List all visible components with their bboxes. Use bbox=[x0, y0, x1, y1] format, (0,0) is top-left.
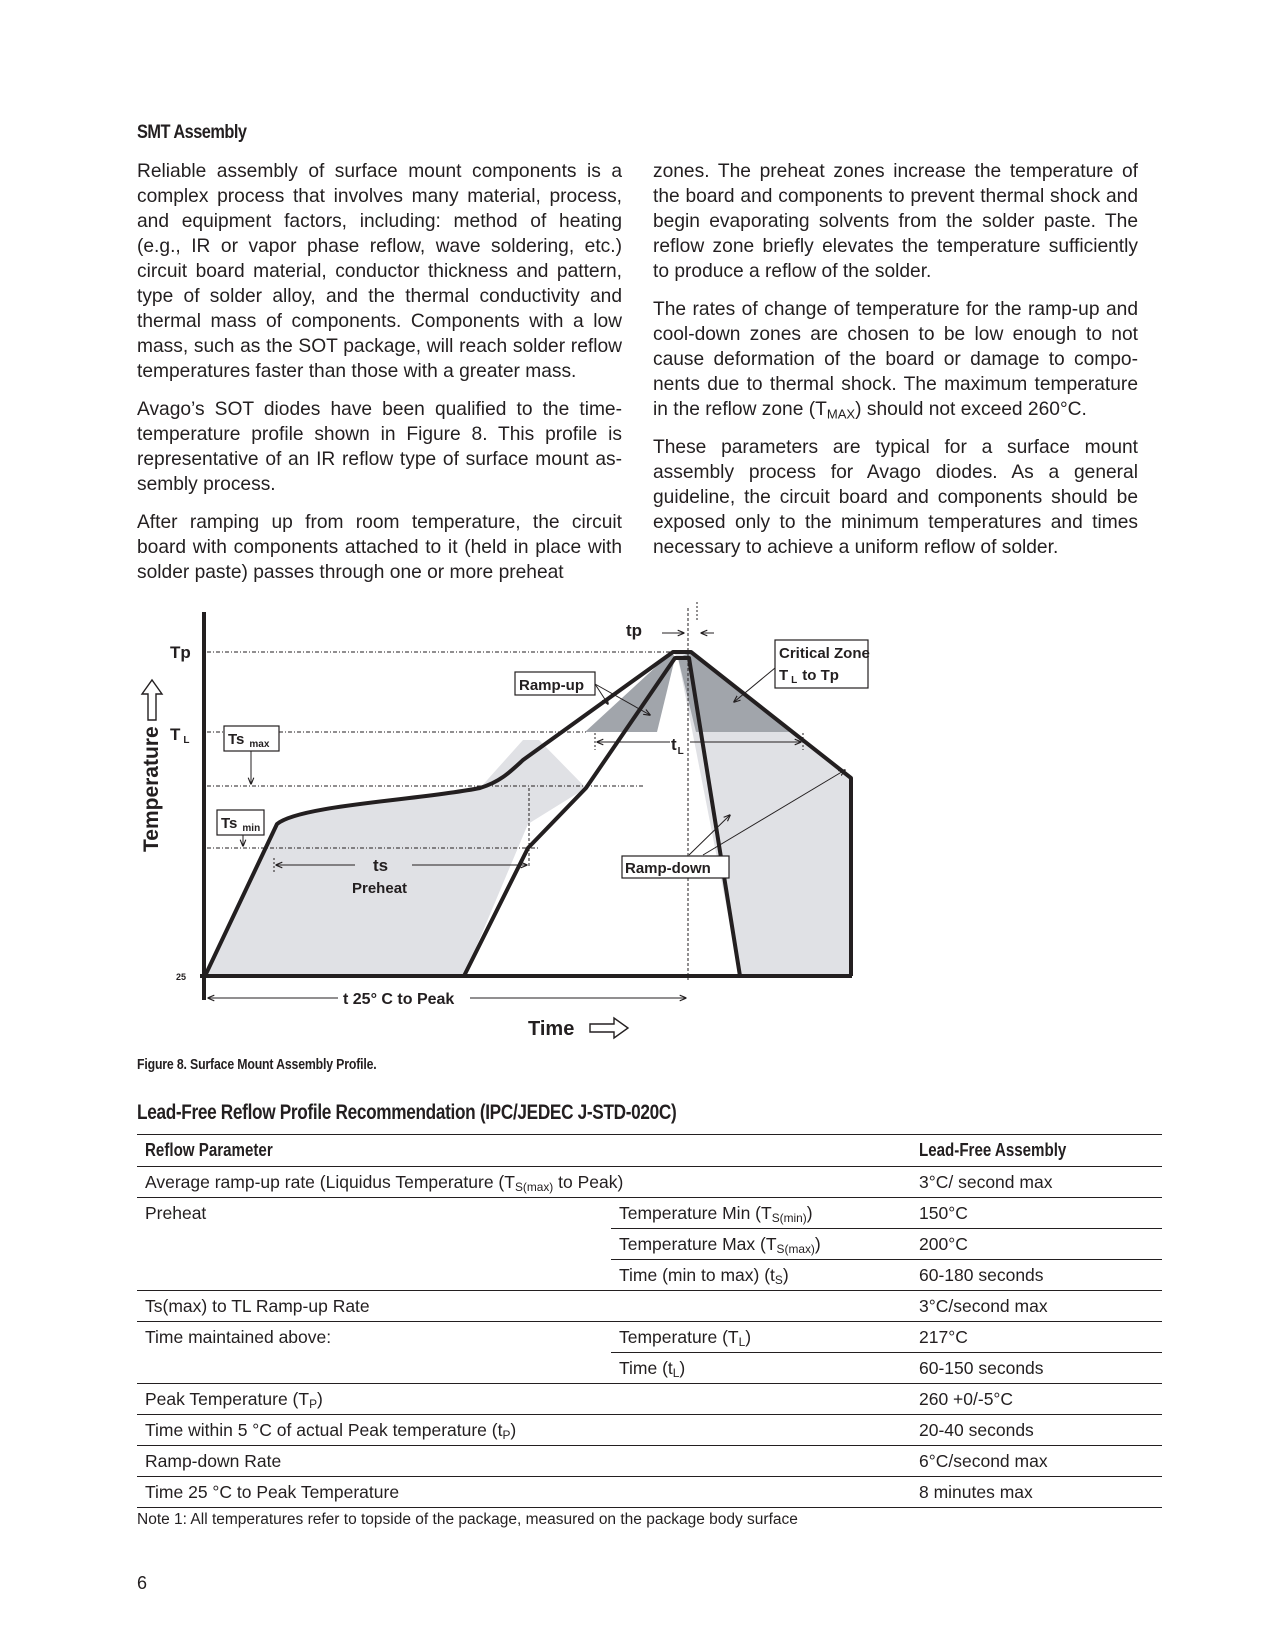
value-cell: 260 +0/-5°C bbox=[911, 1384, 1162, 1415]
param-cell: Peak Temperature $(T_P)$ bbox=[137, 1384, 911, 1415]
label-preheat: Preheat bbox=[352, 880, 408, 897]
value-cell: 150°C bbox=[911, 1198, 1162, 1229]
reflow-profile-diagram bbox=[130, 600, 910, 1040]
y-axis-label: Temperature bbox=[140, 726, 163, 852]
ramp-up-arrow-1 bbox=[595, 684, 608, 704]
time-right-arrow-icon bbox=[590, 1018, 628, 1038]
x-axis-label: Time bbox=[528, 1018, 575, 1040]
label-ts-min: Ts $_{min}$ bbox=[221, 815, 261, 834]
table-row bbox=[137, 1322, 1162, 1353]
paragraph: zones. The preheat zones increase the temperature of the board and components to prevent thermal shock and begin evaporating solvents from the solder paste. The reflow zone briefly elevates the temperature sufficiently to produce a reflow of the solder. bbox=[653, 161, 1138, 282]
label-critical-zone: Critical Zone bbox=[779, 645, 870, 662]
paragraph: Avago’s SOT diodes have been qualified to the time-temperature profile shown in Figure 8. This profile is representative of an IR reflow type of surface mount assembly process. bbox=[137, 399, 622, 495]
sub-param-cell: Time $(t_L)$ bbox=[611, 1353, 911, 1384]
table-note: Note 1: All temperatures refer to topside of the package, measured on the package body surface bbox=[137, 1511, 798, 1528]
table-row bbox=[137, 1477, 1162, 1508]
value-cell: 3°C/ second max bbox=[911, 1167, 1162, 1198]
sub-param-cell: Temperature Max $(T_{S(max)})$ bbox=[611, 1229, 911, 1260]
section-heading: SMT Assembly bbox=[137, 122, 247, 143]
table-row bbox=[137, 1415, 1162, 1446]
value-cell: 200°C bbox=[911, 1229, 1162, 1260]
sub-param-cell: Temperature Min $(T_{S(min)})$ bbox=[611, 1198, 911, 1229]
page-number: 6 bbox=[137, 1573, 148, 1593]
critical-zone-arrow bbox=[734, 668, 775, 702]
tick-label-tp: Tp bbox=[170, 643, 191, 662]
value-cell: 3°C/second max bbox=[911, 1291, 1162, 1322]
paragraph-tmax: The rates of change of temperature for the ramp-up and cool-down zones are chosen to be low enough to not cause deformation of the board or damage to components due to thermal shock. The maximum temperature in the reflow zone $(T_{MAX})$ should not exceed 260°C. bbox=[653, 299, 1138, 422]
value-cell: 60-150 seconds bbox=[911, 1353, 1162, 1384]
table-row bbox=[137, 1446, 1162, 1477]
label-ts-max: Ts $_{max}$ bbox=[228, 731, 270, 750]
label-ts: ts bbox=[373, 856, 389, 875]
table-row bbox=[137, 1198, 1162, 1229]
param-cell: Time 25 °C to Peak Temperature bbox=[137, 1477, 911, 1508]
table-title: Lead-Free Reflow Profile Recommendation (IPC/JEDEC J-STD-020C) bbox=[137, 1101, 677, 1124]
left-column bbox=[137, 159, 622, 598]
paragraph: Reliable assembly of surface mount components is a complex process that involves many material, process, and equipment factors, including: method of heating (e.g., IR or vapor phase reflow, wave soldering, etc.) circuit board material, conductor thickness and pattern, type of solder alloy, and the thermal conductivity and thermal mass of components. Components with a low mass, such as the SOT package, will reach solder reflow temperatures faster than those with a greater mass. bbox=[137, 161, 622, 382]
table-row bbox=[137, 1291, 1162, 1322]
param-cell: Ramp-down Rate bbox=[137, 1446, 911, 1477]
param-cell: Time within 5 °C of actual Peak temperature $(t_P)$ bbox=[137, 1415, 911, 1446]
label-critical-zone-range: T $_L$ to Tp bbox=[779, 667, 839, 686]
value-cell: 20-40 seconds bbox=[911, 1415, 1162, 1446]
sub-param-cell: Temperature $(T_L)$ bbox=[611, 1322, 911, 1353]
table-header-row bbox=[137, 1135, 1162, 1167]
value-cell: 6°C/second max bbox=[911, 1446, 1162, 1477]
tick-label-tl: T L bbox=[170, 725, 190, 746]
param-cell: Average ramp-up rate (Liquidus Temperature ($T_{S(max)}$ to Peak) bbox=[137, 1167, 911, 1198]
critical-zone-fill-left bbox=[585, 652, 675, 732]
paragraph: These parameters are typical for a surface mount assembly process for Avago diodes. As a general guideline, the circuit board and components should be exposed only to the minimum temperatures and times necessary to achieve a uniform reflow of solder. bbox=[653, 437, 1138, 558]
label-ramp-up: Ramp-up bbox=[519, 677, 584, 694]
figure-caption: Figure 8. Surface Mount Assembly Profile. bbox=[137, 1056, 377, 1073]
value-cell: 217°C bbox=[911, 1322, 1162, 1353]
value-cell: 60-180 seconds bbox=[911, 1260, 1162, 1291]
param-cell: Time maintained above: bbox=[137, 1322, 611, 1384]
value-cell: 8 minutes max bbox=[911, 1477, 1162, 1508]
label-tl: $t_L$ bbox=[671, 735, 684, 757]
param-cell: Ts(max) to TL Ramp-up Rate bbox=[137, 1291, 911, 1322]
paragraph: After ramping up from room temperature, the circuit board with components attached to it (held in place with solder paste) passes through one or more preheat bbox=[137, 512, 622, 583]
right-column bbox=[653, 159, 1138, 573]
label-t25-to-peak: t 25° C to Peak bbox=[343, 991, 455, 1008]
reflow-profile-figure bbox=[130, 600, 910, 1040]
param-cell: Preheat bbox=[137, 1198, 611, 1291]
sub-param-cell: Time (min to max) $(t_S)$ bbox=[611, 1260, 911, 1291]
label-ramp-down: Ramp-down bbox=[625, 860, 711, 877]
reflow-profile-table bbox=[137, 1134, 1162, 1508]
table-row bbox=[137, 1167, 1162, 1198]
header-reflow-parameter: Reflow Parameter bbox=[145, 1140, 273, 1160]
label-tp: tp bbox=[626, 621, 643, 640]
tick-label-25: 25 bbox=[176, 972, 187, 982]
temperature-up-arrow-icon bbox=[142, 680, 162, 720]
table-row bbox=[137, 1384, 1162, 1415]
header-lead-free-assembly: Lead-Free Assembly bbox=[919, 1140, 1067, 1160]
